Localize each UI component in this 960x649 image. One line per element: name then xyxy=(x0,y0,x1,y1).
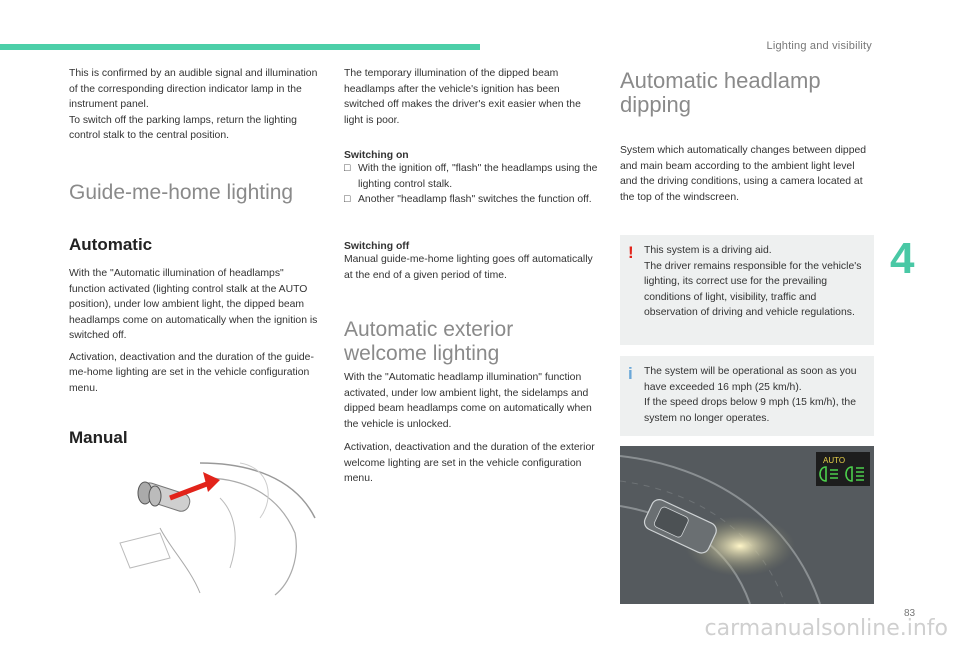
dipping-paragraph: System which automatically changes between dipped and main beam according to the ambient light level and the driving conditions, using a camera located at the top of the windscreen. xyxy=(620,145,867,203)
info-note xyxy=(620,356,874,436)
intro-text: This is confirmed by an audible signal and illumination of the corresponding direction indicator lamp in the instrument panel. xyxy=(69,68,318,110)
bullet-text-1: With the ignition off, "flash" the headlamps using the lighting control stalk. xyxy=(358,163,598,190)
warning-note xyxy=(620,235,874,345)
info-line-1: The system will be operational as soon as you have exceeded 16 mph (25 km/h). xyxy=(644,366,857,393)
welcome-paragraph-2: Activation, deactivation and the duration of the exterior welcome lighting are set in the vehicle configuration menu. xyxy=(344,442,595,484)
welcome-heading xyxy=(344,318,513,366)
automatic-text xyxy=(69,266,321,396)
header-accent-bar xyxy=(0,44,480,50)
guide-me-home-heading: Guide-me-home lighting xyxy=(69,181,294,204)
dipping-heading-line-2: dipping xyxy=(620,92,691,117)
switching-off-label: Switching off xyxy=(344,241,410,252)
warning-icon: ! xyxy=(628,243,634,262)
dipping-heading-line-1: Automatic headlamp xyxy=(620,68,821,93)
automatic-heading: Automatic xyxy=(69,235,153,254)
lighting-stalk-illustration xyxy=(100,458,320,596)
auto-dipping-illustration xyxy=(620,446,874,604)
dipping-text xyxy=(620,143,870,205)
bullet-item xyxy=(344,192,599,208)
bullet-icon: □ xyxy=(344,194,351,205)
chapter-number: 4 xyxy=(890,234,915,283)
bullet-text-2: Another "headlamp flash" switches the function off. xyxy=(358,194,592,205)
warning-line-2: The driver remains responsible for the vehicle's lighting, its correct use for the prevailing conditions of light, visibility, traffic and observation of driving and vehicle regulations. xyxy=(644,260,862,318)
switching-on-label: Switching on xyxy=(344,150,409,161)
auto-label: AUTO xyxy=(823,456,846,465)
welcome-paragraph-1: With the "Automatic headlamp illumination" function activated, under low ambient light, the sidelamps and dipped beam headlamps come on automatically when the vehicle is unlocked. xyxy=(344,372,592,430)
automatic-paragraph-2: Activation, deactivation and the duration of the guide-me-home lighting are set in the vehicle configuration menu. xyxy=(69,351,314,394)
welcome-text xyxy=(344,370,599,487)
page-number: 83 xyxy=(904,608,916,619)
switching-off-text: Manual guide-me-home lighting goes off automatically at the end of a given period of time. xyxy=(344,254,593,281)
watermark: carmanualsonline.info xyxy=(704,616,948,641)
warning-line-1: This system is a driving aid. xyxy=(644,245,772,256)
dipping-heading xyxy=(620,69,821,117)
intro-text-2: To switch off the parking lamps, return the lighting control stalk to the central position. xyxy=(69,114,297,141)
temporary-illumination-text: The temporary illumination of the dipped beam headlamps after the vehicle's ignition has been switched off makes the driver's exit easier when the light is poor. xyxy=(344,68,581,126)
automatic-paragraph-1: With the "Automatic illumination of headlamps" function activated (lighting control stalk at the AUTO position), under low ambient light, the dipped beam headlamps come on automatically when the ignition is switched off. xyxy=(69,268,318,341)
info-line-2: If the speed drops below 9 mph (15 km/h), the system no longer operates. xyxy=(644,397,856,424)
bullet-item xyxy=(344,161,599,192)
welcome-heading-line-2: welcome lighting xyxy=(344,342,500,365)
column-1 xyxy=(69,66,319,144)
section-title: Lighting and visibility xyxy=(766,40,872,52)
switching-off-block xyxy=(344,241,599,283)
welcome-heading-line-1: Automatic exterior xyxy=(344,318,514,341)
info-icon: i xyxy=(628,364,633,383)
switching-on-block xyxy=(344,150,599,208)
bullet-icon: □ xyxy=(344,163,351,174)
manual-heading: Manual xyxy=(69,428,128,447)
column-2 xyxy=(344,66,599,128)
